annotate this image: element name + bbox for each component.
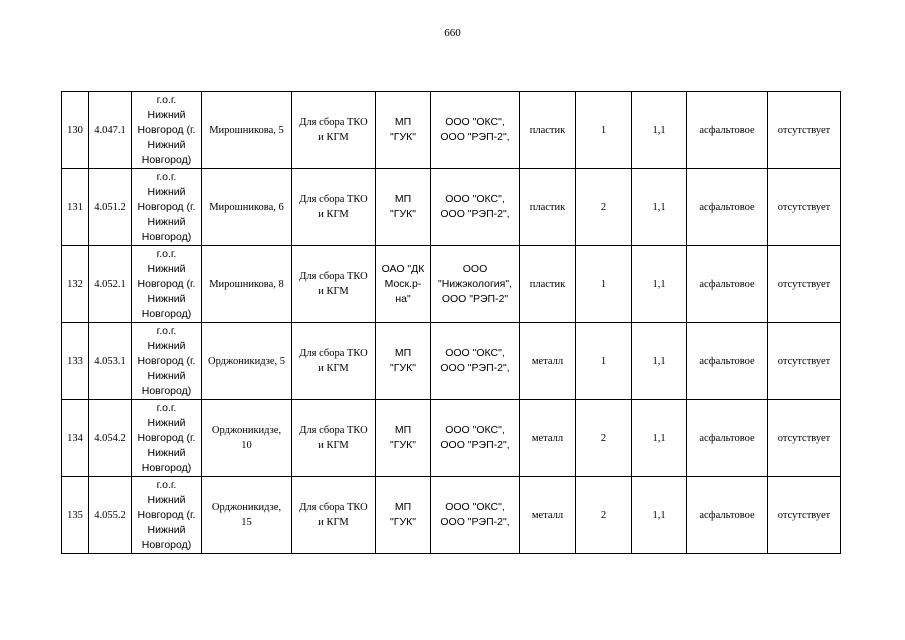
purpose-cell-text: Для сбора ТКО и КГМ xyxy=(299,117,368,143)
container-count-text: 2 xyxy=(600,509,607,521)
operator-cell-text: ООО "ОКС", ООО "РЭП-2", xyxy=(440,116,510,143)
waste-site-registry-table xyxy=(61,91,841,554)
row-number xyxy=(62,246,89,323)
site-code xyxy=(89,477,132,554)
address-cell-text: Орджоникидзе, 5 xyxy=(207,355,286,367)
container-count xyxy=(576,477,632,554)
address-cell-text: Мирошникова, 6 xyxy=(209,201,284,213)
container-material-text: металл xyxy=(531,355,564,367)
site-code-text: 4.054.2 xyxy=(94,432,126,444)
site-code-text: 4.055.2 xyxy=(94,509,126,521)
row-number xyxy=(62,400,89,477)
page-number: 660 xyxy=(444,27,461,39)
container-volume xyxy=(632,400,687,477)
operator-cell xyxy=(431,246,520,323)
fence-status xyxy=(768,169,841,246)
table-row xyxy=(62,92,841,169)
purpose-cell-text: Для сбора ТКО и КГМ xyxy=(299,271,368,297)
operator-cell xyxy=(431,400,520,477)
owner-cell-text: МП "ГУК" xyxy=(390,424,416,451)
table-row xyxy=(62,400,841,477)
surface-type xyxy=(687,323,768,400)
owner-cell-text: МП "ГУК" xyxy=(390,347,416,374)
owner-cell xyxy=(376,92,431,169)
container-count xyxy=(576,400,632,477)
locality-cell-text: г.о.г. Нижний Новгород (г. Нижний Новгород) xyxy=(137,324,196,397)
container-volume-text: 1,1 xyxy=(652,124,666,136)
site-code xyxy=(89,92,132,169)
surface-type xyxy=(687,92,768,169)
surface-type-text: асфальтовое xyxy=(699,432,755,444)
container-material xyxy=(520,169,576,246)
purpose-cell-text: Для сбора ТКО и КГМ xyxy=(299,502,368,528)
address-cell-text: Мирошникова, 8 xyxy=(209,278,284,290)
site-code-text: 4.051.2 xyxy=(94,201,126,213)
fence-status xyxy=(768,477,841,554)
table-row xyxy=(62,323,841,400)
operator-cell xyxy=(431,477,520,554)
row-number xyxy=(62,323,89,400)
owner-cell xyxy=(376,400,431,477)
container-material xyxy=(520,477,576,554)
container-count xyxy=(576,169,632,246)
fence-status xyxy=(768,400,841,477)
container-volume-text: 1,1 xyxy=(652,278,666,290)
container-material xyxy=(520,323,576,400)
row-number-text: 130 xyxy=(67,124,83,136)
fence-status-text: отсутствует xyxy=(777,124,831,136)
purpose-cell-text: Для сбора ТКО и КГМ xyxy=(299,348,368,374)
owner-cell-text: МП "ГУК" xyxy=(390,501,416,528)
container-count-text: 1 xyxy=(600,355,607,367)
container-count-text: 1 xyxy=(600,278,607,290)
container-material-text: пластик xyxy=(529,124,566,136)
container-material xyxy=(520,92,576,169)
address-cell xyxy=(202,323,292,400)
container-material-text: пластик xyxy=(529,278,566,290)
address-cell xyxy=(202,246,292,323)
purpose-cell xyxy=(292,323,376,400)
operator-cell-text: ООО "ОКС", ООО "РЭП-2", xyxy=(440,347,510,374)
table-row xyxy=(62,246,841,323)
row-number xyxy=(62,477,89,554)
owner-cell xyxy=(376,323,431,400)
locality-cell xyxy=(132,477,202,554)
locality-cell-text: г.о.г. Нижний Новгород (г. Нижний Новгород) xyxy=(137,401,196,474)
operator-cell-text: ООО "ОКС", ООО "РЭП-2", xyxy=(440,193,510,220)
address-cell xyxy=(202,477,292,554)
container-count-text: 2 xyxy=(600,201,607,213)
container-material-text: металл xyxy=(531,509,564,521)
fence-status-text: отсутствует xyxy=(777,509,831,521)
purpose-cell xyxy=(292,477,376,554)
site-code xyxy=(89,169,132,246)
operator-cell xyxy=(431,169,520,246)
container-volume-text: 1,1 xyxy=(652,201,666,213)
row-number xyxy=(62,169,89,246)
purpose-cell-text: Для сбора ТКО и КГМ xyxy=(299,425,368,451)
row-number-text: 135 xyxy=(67,509,83,521)
container-material xyxy=(520,400,576,477)
operator-cell-text: ООО "Нижэкология", ООО "РЭП-2" xyxy=(438,262,512,305)
container-volume xyxy=(632,323,687,400)
purpose-cell xyxy=(292,246,376,323)
container-volume-text: 1,1 xyxy=(652,355,666,367)
fence-status xyxy=(768,323,841,400)
site-code-text: 4.052.1 xyxy=(94,278,126,290)
container-volume xyxy=(632,92,687,169)
surface-type-text: асфальтовое xyxy=(699,509,755,521)
surface-type xyxy=(687,400,768,477)
table-row xyxy=(62,169,841,246)
address-cell xyxy=(202,169,292,246)
surface-type-text: асфальтовое xyxy=(699,124,755,136)
container-material xyxy=(520,246,576,323)
site-code-text: 4.053.1 xyxy=(94,355,126,367)
surface-type xyxy=(687,169,768,246)
owner-cell-text: МП "ГУК" xyxy=(390,116,416,143)
container-volume xyxy=(632,169,687,246)
address-cell-text: Мирошникова, 5 xyxy=(209,124,284,136)
container-count-text: 1 xyxy=(600,124,607,136)
operator-cell-text: ООО "ОКС", ООО "РЭП-2", xyxy=(440,424,510,451)
operator-cell-text: ООО "ОКС", ООО "РЭП-2", xyxy=(440,501,510,528)
container-volume xyxy=(632,246,687,323)
container-volume-text: 1,1 xyxy=(652,432,666,444)
fence-status xyxy=(768,246,841,323)
purpose-cell-text: Для сбора ТКО и КГМ xyxy=(299,194,368,220)
container-material-text: пластик xyxy=(529,201,566,213)
owner-cell-text: МП "ГУК" xyxy=(390,193,416,220)
site-code-text: 4.047.1 xyxy=(94,124,126,136)
locality-cell xyxy=(132,400,202,477)
address-cell xyxy=(202,400,292,477)
container-material-text: металл xyxy=(531,432,564,444)
owner-cell xyxy=(376,477,431,554)
surface-type xyxy=(687,246,768,323)
row-number-text: 132 xyxy=(67,278,83,290)
locality-cell-text: г.о.г. Нижний Новгород (г. Нижний Новгород) xyxy=(137,247,196,320)
locality-cell xyxy=(132,246,202,323)
owner-cell xyxy=(376,246,431,323)
site-code xyxy=(89,323,132,400)
row-number-text: 133 xyxy=(67,355,83,367)
fence-status-text: отсутствует xyxy=(777,201,831,213)
container-volume xyxy=(632,477,687,554)
address-cell xyxy=(202,92,292,169)
locality-cell-text: г.о.г. Нижний Новгород (г. Нижний Новгород) xyxy=(137,478,196,551)
operator-cell xyxy=(431,92,520,169)
table-row xyxy=(62,477,841,554)
container-count xyxy=(576,323,632,400)
address-cell-text: Орджоникидзе, 15 xyxy=(211,502,282,528)
address-cell-text: Орджоникидзе, 10 xyxy=(211,425,282,451)
fence-status-text: отсутствует xyxy=(777,278,831,290)
row-number-text: 131 xyxy=(67,201,83,213)
owner-cell-text: ОАО "ДК Моск.р- на" xyxy=(381,262,425,305)
purpose-cell xyxy=(292,169,376,246)
fence-status-text: отсутствует xyxy=(777,432,831,444)
purpose-cell xyxy=(292,400,376,477)
operator-cell xyxy=(431,323,520,400)
container-count xyxy=(576,246,632,323)
fence-status xyxy=(768,92,841,169)
fence-status-text: отсутствует xyxy=(777,355,831,367)
surface-type-text: асфальтовое xyxy=(699,355,755,367)
row-number xyxy=(62,92,89,169)
owner-cell xyxy=(376,169,431,246)
locality-cell xyxy=(132,169,202,246)
site-code xyxy=(89,400,132,477)
purpose-cell xyxy=(292,92,376,169)
locality-cell-text: г.о.г. Нижний Новгород (г. Нижний Новгород) xyxy=(137,170,196,243)
row-number-text: 134 xyxy=(67,432,83,444)
surface-type-text: асфальтовое xyxy=(699,201,755,213)
locality-cell-text: г.о.г. Нижний Новгород (г. Нижний Новгород) xyxy=(137,93,196,166)
site-code xyxy=(89,246,132,323)
container-count xyxy=(576,92,632,169)
container-volume-text: 1,1 xyxy=(652,509,666,521)
locality-cell xyxy=(132,92,202,169)
locality-cell xyxy=(132,323,202,400)
surface-type-text: асфальтовое xyxy=(699,278,755,290)
container-count-text: 2 xyxy=(600,432,607,444)
surface-type xyxy=(687,477,768,554)
